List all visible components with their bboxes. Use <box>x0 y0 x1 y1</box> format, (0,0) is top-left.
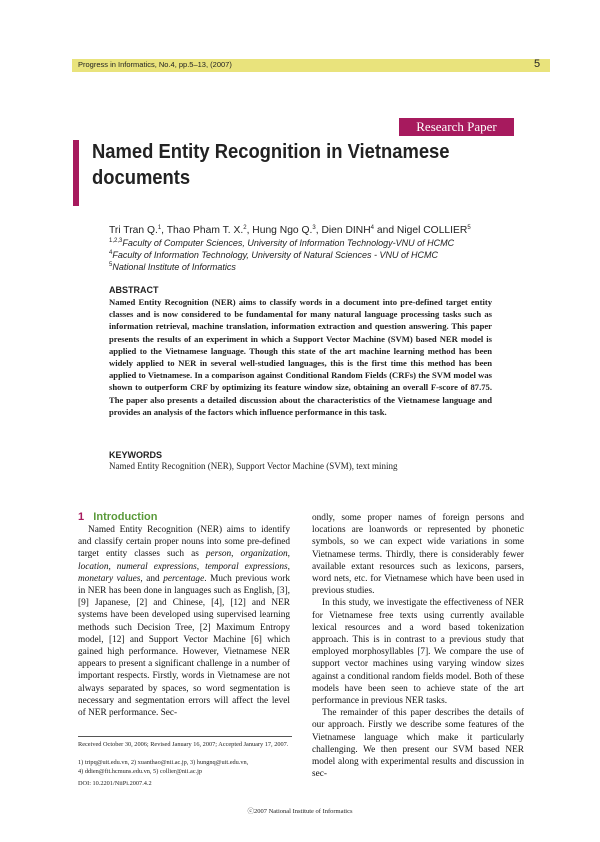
title-accent-bar <box>73 140 79 206</box>
author-4-sup: 4 <box>370 225 375 231</box>
author-2: , Thao Pham T. X. <box>161 225 244 236</box>
affiliation-3-sup: 5 <box>109 262 113 268</box>
affiliation-1 <box>109 238 454 248</box>
journal-line: Progress in Informatics, No.4, pp.5–13, (2007) <box>78 60 232 69</box>
affiliation-1-sup: 1,2,3 <box>109 238 123 244</box>
right-paragraph-1: ondly, some proper names of foreign persons and locations are loanwords or represented by phonetic symbols, so we can expect wide variations in some Vietnamese terms. Thirdly, there is considerably fewer available extant resources such as lexicons, parsers, word nets, etc. for Vietnamese which have been used in previous studies. <box>312 513 524 597</box>
right-column <box>312 512 524 780</box>
paper-type-badge: Research Paper <box>399 118 514 136</box>
footnote-emails <box>78 758 298 776</box>
entity-class: location <box>78 561 109 572</box>
affiliation-3 <box>109 262 236 272</box>
footnote-doi: DOI: 10.2201/NiiPi.2007.4.2 <box>78 780 152 787</box>
keywords-heading: KEYWORDS <box>109 450 163 460</box>
entity-class: monetary values <box>78 573 141 584</box>
text-run: , and <box>140 573 164 584</box>
entity-class: numeral expressions <box>116 561 197 572</box>
right-paragraph-3: The remainder of this paper describes the details of our approach. Firstly we describe some features of the Vietnamese language which make it particularly challenging. We then present our SVM based NER model along with experimental results and discussion in sec- <box>312 708 524 780</box>
footnote-emails-line-2: 4) ddien@fit.hcmuns.edu.vn, 5) collier@nii.ac.jp <box>78 768 203 775</box>
text-run: Named Entity Recognition (NER) aims to identify and classify certain proper nouns into some pre-defined target entity classes such as <box>78 525 290 560</box>
author-3: , Hung Ngo Q. <box>246 225 313 236</box>
abstract-text: Named Entity Recognition (NER) aims to classify words in a document into pre-defined target entity classes and is now considered to be fundamental for many natural language processing tasks such as information retrieval, machine translation, information extraction and question answering. This paper presents the results of an experiment in which a Support Vector Machine (SVM) based NER model is applied to the Vietnamese language. Though this state of the art machine learning method has been widely applied to NER in several well-studied languages, this is the first time this method has been applied to Vietnamese. In a comparison against Conditional Random Fields (CRFs) the SVM model was shown to outperform CRF by optimizing its feature window size, obtaining an overall F-score of 87.75. The paper also presents a detailed discussion about the characteristics of the Vietnamese language and provides an analysis of the factors which influence performance in this task. <box>109 297 492 417</box>
text-run: , <box>108 561 117 572</box>
entity-class: person <box>205 549 232 560</box>
affiliation-2 <box>109 250 438 260</box>
author-2-sup: 2 <box>243 225 247 231</box>
text-run: , <box>287 549 290 560</box>
text-run: , <box>231 549 241 560</box>
text-run: , <box>196 561 206 572</box>
affiliation-2-sup: 4 <box>109 250 113 256</box>
affiliation-2-text: Faculty of Information Technology, University of Natural Sciences - VNU of HCMC <box>112 250 438 260</box>
author-5: and Nigel COLLIER <box>374 225 468 236</box>
footnote-emails-line-1: 1) tripq@uit.edu.vn, 2) xuanthao@nii.ac.jp, 3) hungnq@uit.edu.vn, <box>78 759 249 766</box>
paper-title: Named Entity Recognition in Vietnamese documents <box>92 141 450 189</box>
text-run: , <box>287 561 290 572</box>
entity-class: temporal expressions <box>205 561 288 572</box>
keywords-text: Named Entity Recognition (NER), Support Vector Machine (SVM), text mining <box>109 461 398 471</box>
author-1-sup: 1 <box>157 225 162 231</box>
right-paragraph-2: In this study, we investigate the effectiveness of NER for Vietnamese free texts using currently available lexical resources and a word based tokenization approach. This is in contrast to a previous study that employed morphosyllables [7]. We compare the use of support vector machines using varying window sizes against a conditional random fields model. Both of these models have been seen to achieve state of the art performance in previous NER tasks. <box>312 598 524 707</box>
text-run: . Much previous work in NER has been done in languages such as English, [3], [9] Japanese, [2] and Chinese, [4], [12] and NER systems have been developed using supervised learning methods such Decision Tree, [2] Maximum Entropy model, [12] and Support Vector Machine [6] which gained high performance. However, Vietnamese NER appears to present a significant challenge in a number of important respects. Firstly, words in Vietnamese are not always separated by spaces, so word segmentation is necessary and segmentation errors will affect the level of NER performance. Sec- <box>78 573 290 719</box>
copyright-notice: ⓒ2007 National Institute of Informatics <box>247 808 353 815</box>
entity-class: organization <box>240 549 288 560</box>
author-5-sup: 5 <box>467 225 471 231</box>
author-1: Tri Tran Q. <box>109 225 158 236</box>
footnote-received: Received October 30, 2006; Revised January 16, 2007; Accepted January 17, 2007. <box>78 741 289 748</box>
left-column-paragraph <box>78 524 290 719</box>
section-number: 1 <box>78 511 85 523</box>
section-heading <box>78 511 157 523</box>
entity-class: percentage <box>163 573 205 584</box>
footnote-divider <box>78 736 292 737</box>
section-title: Introduction <box>93 511 158 523</box>
affiliation-3-text: National Institute of Informatics <box>112 262 236 272</box>
abstract-heading: ABSTRACT <box>109 285 159 295</box>
author-4: , Dien DINH <box>315 225 371 236</box>
author-list <box>109 225 471 236</box>
affiliation-1-text: Faculty of Computer Sciences, University of Information Technology-VNU of HCMC <box>122 238 455 248</box>
author-3-sup: 3 <box>312 225 316 231</box>
page-number: 5 <box>534 58 541 70</box>
